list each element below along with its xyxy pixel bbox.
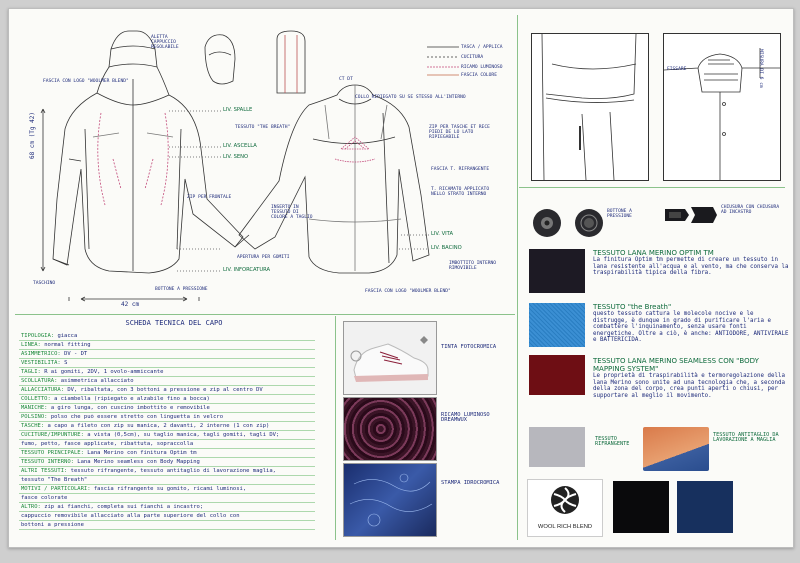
fabric-body: La finitura Optim tm permette di creare un tessuto in lana resistente all'acqua e al vento, ma che conserva la traspirabilità tipica della fibra. bbox=[593, 257, 789, 276]
fabric-breath bbox=[593, 303, 789, 344]
table-rule bbox=[19, 385, 315, 386]
row-value: fasce colorate bbox=[21, 495, 68, 501]
annotation-collar: COLLO RIPIEGATO SU SE STESSO ALL'INTERNO bbox=[355, 95, 466, 100]
detail-sleeve bbox=[531, 33, 649, 181]
row-value: a vista (0,5cm), su taglio manica, tagli gomiti, tagli DV; bbox=[87, 432, 280, 438]
row-key: TESSUTO PRINCIPALE: bbox=[21, 450, 84, 456]
table-rule bbox=[19, 484, 315, 485]
row-value: fascia rifrangente su gomito, ricami luminosi, bbox=[93, 486, 247, 492]
row-key: CUCITURE/IMPUNTURE: bbox=[21, 432, 84, 438]
table-rule bbox=[19, 529, 315, 530]
row-key: ALTRI TESSUTI: bbox=[21, 468, 68, 474]
brand-logo-text: WOOL RICH BLEND bbox=[537, 524, 593, 530]
label-snap-button: BOTTONE A PRESSIONE bbox=[607, 209, 632, 219]
label-photochromic: TINTA FOTOCROMICA bbox=[441, 344, 497, 350]
swatch-reflective bbox=[529, 427, 585, 467]
swatch-the-breath bbox=[529, 303, 585, 347]
fabric-optim bbox=[593, 249, 789, 277]
table-rule bbox=[19, 358, 315, 359]
swatch-cut-resistant bbox=[643, 427, 709, 471]
table-row bbox=[21, 504, 317, 510]
annotation-pocket: TASCHINO bbox=[33, 281, 56, 286]
table-row bbox=[21, 351, 317, 357]
table-row bbox=[21, 378, 317, 384]
table-rule bbox=[19, 367, 315, 368]
table-rule bbox=[19, 475, 315, 476]
row-value: zip ai fianchi, completa sui fianchi a incastro; bbox=[44, 504, 204, 510]
table-row bbox=[21, 468, 317, 474]
detail-collar bbox=[663, 33, 781, 181]
legend-item: CUCITURA bbox=[461, 55, 484, 60]
annotation-zip: ZIP PER FRONTALE bbox=[187, 195, 232, 200]
horizontal-divider bbox=[15, 314, 515, 315]
snap-buttons-photo bbox=[529, 205, 619, 241]
row-key: COLLETTO: bbox=[21, 396, 51, 402]
row-key: TESSUTO INTERNO: bbox=[21, 459, 74, 465]
row-key: POLSINO: bbox=[21, 414, 48, 420]
row-value: Lana Merino con finitura Optim tm bbox=[87, 450, 197, 456]
table-row bbox=[21, 441, 317, 447]
fabric-seamless bbox=[593, 357, 789, 399]
row-key: SCOLLATURA: bbox=[21, 378, 58, 384]
fabric-title: TESSUTO LANA MERINO SEAMLESS CON "BODY MAPPING SYSTEM" bbox=[593, 357, 759, 373]
legend-item: FASCIA COLORE bbox=[461, 73, 497, 78]
annotation-reflective: FASCIA T. RIFRANGENTE bbox=[431, 167, 490, 172]
table-rule bbox=[19, 502, 315, 503]
table-rule bbox=[19, 340, 315, 341]
table-rule bbox=[19, 349, 315, 350]
label-cut-resistant: TESSUTO ANTITAGLIO DA LAVORAZIONE A MAGLIA bbox=[713, 432, 779, 443]
table-row bbox=[21, 360, 317, 366]
row-value: DV, ribaltata, con 3 bottoni a pressione e zip al centro DV bbox=[67, 387, 263, 393]
swatch-merino-seamless bbox=[529, 355, 585, 395]
level-label: LIV. BACINO bbox=[431, 245, 462, 251]
table-row bbox=[21, 369, 317, 375]
annotation-padding: IMBOTTITO INTERNO RIMOVIBILE bbox=[449, 261, 497, 271]
table-rule bbox=[19, 448, 315, 449]
photo-luminous-embroidery bbox=[343, 397, 437, 461]
table-rule bbox=[19, 466, 315, 467]
measure-width: 42 cm bbox=[121, 301, 140, 308]
row-value: a ciambella (ripiegato e alzabile fino a bocca) bbox=[54, 396, 210, 402]
table-row bbox=[21, 405, 317, 411]
table-rule bbox=[19, 511, 315, 512]
level-label: LIV. SPALLE bbox=[223, 107, 253, 113]
label-luminous-embroidery: RICAMO LUMINOSO DREAMWUX bbox=[441, 412, 490, 423]
table-row bbox=[21, 522, 317, 528]
row-value: bottoni a pressione bbox=[21, 522, 84, 528]
table-row bbox=[21, 414, 317, 420]
label-reflective: TESSUTO RIFRANGENTE bbox=[595, 436, 630, 447]
annotation-ct-dt: CT DT bbox=[339, 77, 353, 82]
table-rule bbox=[19, 493, 315, 494]
table-rule bbox=[19, 520, 315, 521]
row-value: a capo a fileto con zip su manica, 2 davanti, 2 interne (1 con zip) bbox=[47, 423, 270, 429]
row-key: MOTIVI / PARTICOLARI: bbox=[21, 486, 91, 492]
annotation-elbow: APERTURA PER GOMITI bbox=[237, 255, 290, 260]
row-value: polso che può essere stretto con linguetta in velcro bbox=[50, 414, 223, 420]
table-rule bbox=[19, 430, 315, 431]
annotation-insert: INSERTO IN TESSUTO DI COLORE A TAGLIO bbox=[271, 205, 313, 220]
fabric-title: TESSUTO "the Breath" bbox=[593, 303, 672, 311]
row-key: ALTRO: bbox=[21, 504, 41, 510]
table-row bbox=[21, 432, 317, 438]
row-key: LINEA: bbox=[21, 342, 41, 348]
horizontal-divider-right bbox=[519, 187, 785, 188]
table-rule bbox=[19, 457, 315, 458]
measure-height: 68 cm (Tg 42) bbox=[29, 112, 36, 159]
level-label: LIV. VITA bbox=[431, 231, 453, 237]
label-buckle: CHIUSURA CON CHIUSURA AD INCASTRO bbox=[721, 205, 780, 215]
row-value: fumo, petto, fasce applicate, ribattuta, sopraccolla bbox=[21, 441, 194, 447]
table-rule bbox=[19, 403, 315, 404]
row-value: asimmetrica allacciato bbox=[60, 378, 134, 384]
table-row bbox=[21, 342, 317, 348]
vertical-divider-bottom bbox=[335, 316, 336, 540]
swatch-black bbox=[613, 481, 669, 533]
table-row bbox=[21, 486, 317, 492]
row-value: a giro lunga, con cuscino imbottito e removibile bbox=[50, 405, 210, 411]
table-row bbox=[21, 396, 317, 402]
table-rule bbox=[19, 394, 315, 395]
table-row bbox=[21, 387, 317, 393]
row-value: normal fitting bbox=[44, 342, 91, 348]
table-row bbox=[21, 450, 317, 456]
level-label: LIV. INFORCATURA bbox=[223, 267, 271, 273]
row-value: tessuto rifrangente, tessuto antitaglio di lavorazione maglia, bbox=[70, 468, 276, 474]
row-key: MANICHE: bbox=[21, 405, 48, 411]
table-rule bbox=[19, 439, 315, 440]
row-value: DV - DT bbox=[64, 351, 88, 357]
table-row bbox=[21, 513, 317, 519]
annotation-logo-band: FASCIA CON LOGO "WOOLMER BLEND" bbox=[43, 79, 129, 84]
table-row bbox=[21, 423, 317, 429]
vertical-divider bbox=[517, 15, 518, 540]
design-sheet bbox=[8, 8, 794, 548]
table-rule bbox=[19, 421, 315, 422]
table-rule bbox=[19, 376, 315, 377]
photo-sneaker bbox=[343, 321, 437, 395]
table-row bbox=[21, 495, 317, 501]
row-value: tessuto "The Breath" bbox=[21, 477, 88, 483]
annotation-fissare: FISSARE bbox=[667, 67, 687, 72]
table-row bbox=[21, 477, 317, 483]
photo-hydrochromic bbox=[343, 463, 437, 537]
buckle-photo bbox=[661, 201, 721, 231]
annotation-misura: MISURA DI 6 cm bbox=[758, 49, 763, 88]
annotation-button: BOTTONE A PRESSIONE bbox=[155, 287, 208, 292]
tech-sheet-title: SCHEDA TECNICA DEL CAPO bbox=[125, 319, 223, 327]
row-key: TAGLI: bbox=[21, 369, 41, 375]
annotation-pocket-zip: ZIP PER TASCHE ET RECE PIEDI DE LO LATO RIPIEGABILE bbox=[429, 125, 490, 140]
label-hydrochromic: STAMPA IDROCROMICA bbox=[441, 480, 500, 486]
row-key: ALLACCIATURA: bbox=[21, 387, 65, 393]
brand-logo bbox=[527, 479, 603, 537]
row-key: TASCHE: bbox=[21, 423, 45, 429]
fabric-body: Le proprietà di traspirabilità e termoregolazione della lana Merino sono unite ad una tecnologia che, a seconda della zona del corpo, crea punti aperti o chiusi, per supportare al meglio il movimento. bbox=[593, 373, 785, 399]
legend-item: RICAMO LUMINOSO bbox=[461, 65, 503, 70]
level-label: LIV. ASCELLA bbox=[223, 143, 257, 149]
legend-item: TASCA / APPLICA bbox=[461, 45, 503, 50]
fabric-body: questo tessuto cattura le molecole nocive e le distrugge, è dunque in grado di purificare l'aria e combattere l'inquinamento, senza usare fonti energetiche. Oltre a ciò, è anche: ANTIODORE, ANTIVIRALE e BATTERICIDA. bbox=[593, 311, 789, 343]
row-value: R ai gomiti, 2DV, 1 ovolo-ammiccante bbox=[44, 369, 164, 375]
annotation-fabric: TESSUTO "THE BREATH" bbox=[235, 125, 291, 130]
row-value: giacca bbox=[57, 333, 78, 339]
row-key: TIPOLOGIA: bbox=[21, 333, 55, 339]
row-value: S bbox=[64, 360, 68, 366]
table-rule bbox=[19, 412, 315, 413]
annotation-hood: ALETTA CAPPUCCIO REGOLABILE bbox=[151, 35, 179, 50]
fabric-title: TESSUTO LANA MERINO OPTIM TM bbox=[593, 249, 714, 257]
row-key: VESTIBILITÀ: bbox=[21, 360, 61, 366]
row-value: cappuccio removibile allacciato alla parte superiore del collo con bbox=[21, 513, 240, 519]
annotation-logo-back: FASCIA CON LOGO "WOOLMER BLEND" bbox=[365, 289, 451, 294]
table-row bbox=[21, 459, 317, 465]
swatch-navy bbox=[677, 481, 733, 533]
annotation-embroidery: T. RICAMATO APPLICATO NELLO STRATO INTERNO bbox=[431, 187, 490, 197]
row-key: ASIMMETRICO: bbox=[21, 351, 61, 357]
swatch-merino-optim bbox=[529, 249, 585, 293]
row-value: Lana Merino seamless con Body Mapping bbox=[77, 459, 200, 465]
level-label: LIV. SENO bbox=[223, 154, 249, 160]
table-row bbox=[21, 333, 317, 339]
